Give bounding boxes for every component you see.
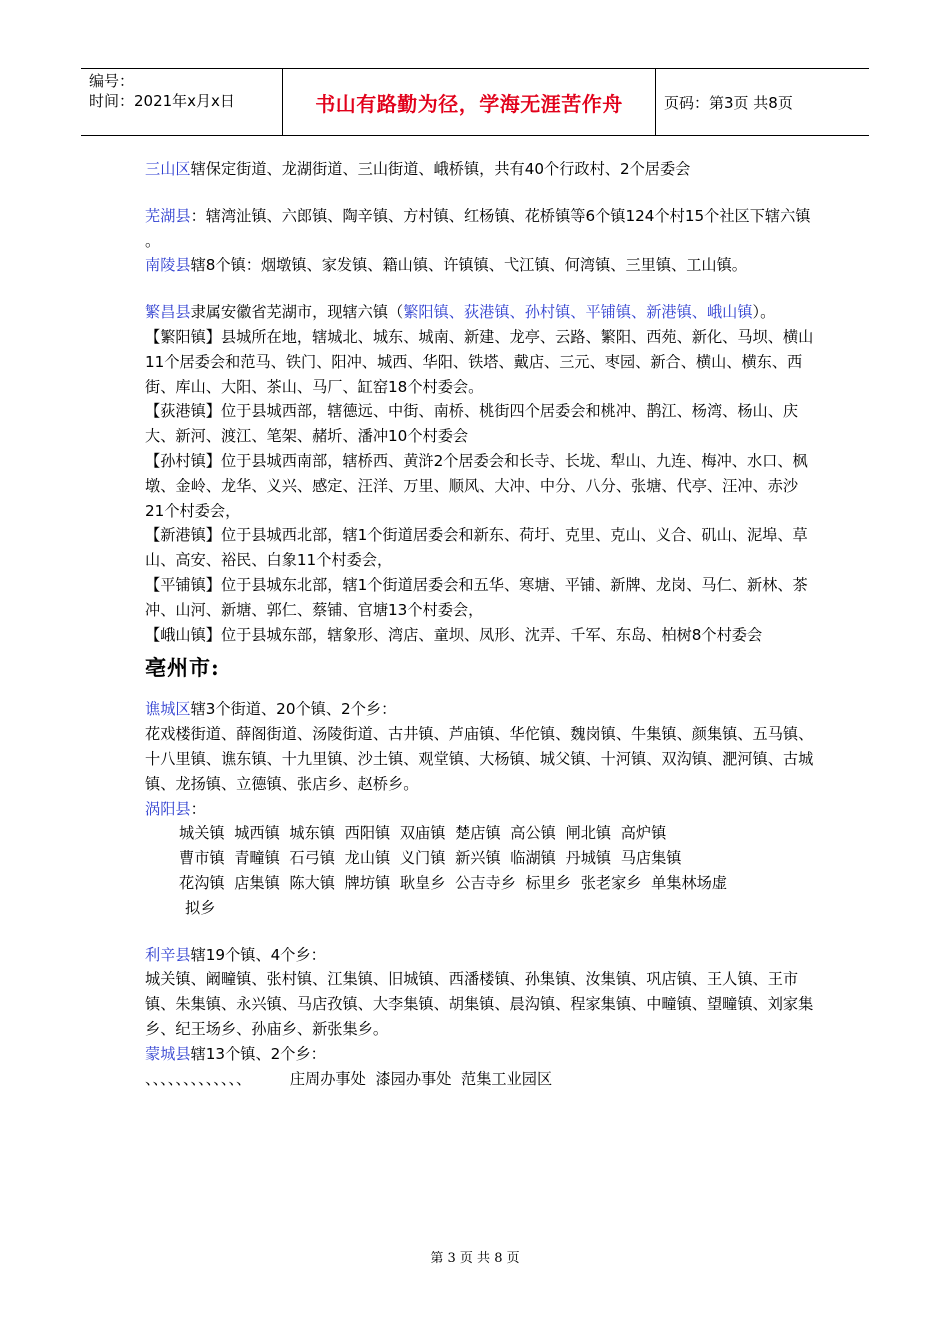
paragraph-suncun: 【孙村镇】位于县城西南部，辖桥西、黄浒2个居委会和长寺、长垅、犁山、九连、梅冲、水口、枫墩、金岭、龙华、义兴、感定、汪洋、万里、顺风、大冲、中分、八分、张塘、代亭、汪冲、赤沙21个村委会， bbox=[145, 451, 808, 520]
paragraph-mengcheng-list: 、、、、、、、、、、、、、 庄周办事处 漆园办事处 范集工业园区 bbox=[145, 1069, 553, 1088]
link-fanchang-towns[interactable]: 繁阳镇、荻港镇、孙村镇、平铺镇、新港镇、峨山镇 bbox=[403, 303, 753, 322]
paragraph-pingpu: 【平铺镇】位于县城东北部，辖1个街道居委会和五华、寒塘、平铺、新牌、龙岗、马仁、新林、茶冲、山河、新塘、郭仁、蔡铺、官塘13个村委会， bbox=[145, 575, 808, 619]
guoyang-line-4: 拟乡 bbox=[185, 898, 216, 917]
link-sanshan[interactable]: 三山区 bbox=[145, 160, 191, 178]
heading-bozhou: 亳州市: bbox=[145, 655, 220, 681]
page-header bbox=[81, 68, 869, 136]
link-fanchang[interactable]: 繁昌县 bbox=[145, 303, 191, 322]
paragraph-lixin-list: 城关镇、阚疃镇、张村镇、江集镇、旧城镇、西潘楼镇、孙集镇、汝集镇、巩店镇、王人镇、王市镇、朱集镇、永兴镇、马店孜镇、大李集镇、胡集镇、晨沟镇、程家集镇、中疃镇、望疃镇、刘家集乡、纪王场乡、孙庙乡、新张集乡。 bbox=[145, 970, 814, 1038]
header-left-cell bbox=[81, 69, 282, 135]
paragraph-fanchang bbox=[145, 300, 815, 325]
paragraph-xingang: 【新港镇】位于县城西北部，辖1个街道居委会和新东、荷圩、克里、克山、义合、矶山、泥埠、草山、高安、裕民、白象11个村委会， bbox=[145, 526, 808, 570]
text-mengcheng: 辖13个镇、2个乡： bbox=[190, 1044, 326, 1063]
page-footer: 第 3 页 共 8 页 bbox=[430, 1251, 520, 1266]
paragraph-nanling bbox=[145, 253, 815, 278]
paragraph-mengcheng bbox=[145, 1042, 815, 1067]
paragraph-guoyang bbox=[145, 797, 815, 822]
paragraph-qiaocheng-list: 花戏楼街道、薛阁街道、汤陵街道、古井镇、芦庙镇、华佗镇、魏岗镇、牛集镇、颜集镇、五马镇、十八里镇、谯东镇、十九里镇、沙土镇、观堂镇、大杨镇、城父镇、十河镇、双沟镇、淝河镇、古城镇、龙扬镇、立德镇、张店乡、赵桥乡。 bbox=[145, 725, 814, 793]
paragraph-digang: 【荻港镇】位于县城西部，辖德远、中街、南桥、桃街四个居委会和桃冲、鹊江、杨湾、杨山、庆大、新河、渡江、笔架、赭圻、潘冲10个村委会 bbox=[145, 402, 799, 446]
paragraph-qiaocheng bbox=[145, 697, 815, 722]
paragraph-wuhu bbox=[145, 204, 815, 254]
text-fanchang: 隶属安徽省芜湖市，现辖六镇（ bbox=[190, 303, 404, 322]
text-wuhu: ：辖湾沚镇、六郎镇、陶辛镇、方村镇、红杨镇、花桥镇等6个镇124个村15个社区下辖六镇 。 bbox=[145, 206, 811, 250]
link-lixin[interactable]: 利辛县 bbox=[145, 945, 191, 964]
text-fanchang-end: ）。 bbox=[752, 303, 776, 322]
paragraph-fanyang: 【繁阳镇】县城所在地，辖城北、城东、城南、新建、龙亭、云路、繁阳、西苑、新化、马坝、横山11个居委会和范马、铁门、阳冲、城西、华阳、铁塔、戴店、三元、枣园、新合、横山、横东、西街、库山、大阳、茶山、马厂、缸窑18个村委会。 bbox=[145, 327, 814, 396]
text-nanling: 辖8个镇：烟墩镇、家发镇、籍山镇、许镇镇、弋江镇、何湾镇、三里镇、工山镇。 bbox=[190, 256, 747, 275]
guoyang-line-3: 花沟镇 店集镇 陈大镇 牌坊镇 耿皇乡 公吉寺乡 标里乡 张老家乡 单集林场虚 bbox=[179, 873, 728, 892]
text-sanshan: 辖保定街道、龙湖街道、三山街道、峨桥镇，共有40个行政村、2个居委会 bbox=[190, 160, 691, 178]
link-qiaocheng[interactable]: 谯城区 bbox=[145, 700, 191, 719]
date-label: 时间：2021年x月x日 bbox=[89, 92, 235, 110]
text-lixin: 辖19个镇、4个乡： bbox=[190, 945, 326, 964]
paragraph-eshan: 【峨山镇】位于县城东部，辖象形、湾店、童坝、凤形、沈弄、千军、东岛、柏树8个村委会 bbox=[145, 625, 763, 644]
page-label: 页码：第3页 共8页 bbox=[664, 93, 793, 112]
paragraph-sanshan bbox=[145, 157, 815, 182]
guoyang-line-1: 城关镇 城西镇 城东镇 西阳镇 双庙镇 楚店镇 高公镇 闸北镇 高炉镇 bbox=[179, 824, 667, 843]
link-guoyang[interactable]: 涡阳县 bbox=[145, 799, 191, 818]
paragraph-lixin bbox=[145, 943, 815, 968]
link-nanling[interactable]: 南陵县 bbox=[145, 256, 191, 275]
document-body bbox=[145, 157, 815, 1091]
link-wuhu[interactable]: 芜湖县 bbox=[145, 206, 191, 225]
link-mengcheng[interactable]: 蒙城县 bbox=[145, 1044, 191, 1063]
guoyang-line-2: 曹市镇 青疃镇 石弓镇 龙山镇 义门镇 新兴镇 临湖镇 丹城镇 马店集镇 bbox=[179, 849, 682, 868]
number-label: 编号： bbox=[89, 72, 135, 90]
motto: 书山有路勤为径，学海无涯苦作舟 bbox=[282, 69, 656, 135]
text-qiaocheng: 辖3个街道、20个镇、2个乡： bbox=[190, 700, 397, 719]
text-guoyang-colon: ： bbox=[190, 799, 206, 818]
